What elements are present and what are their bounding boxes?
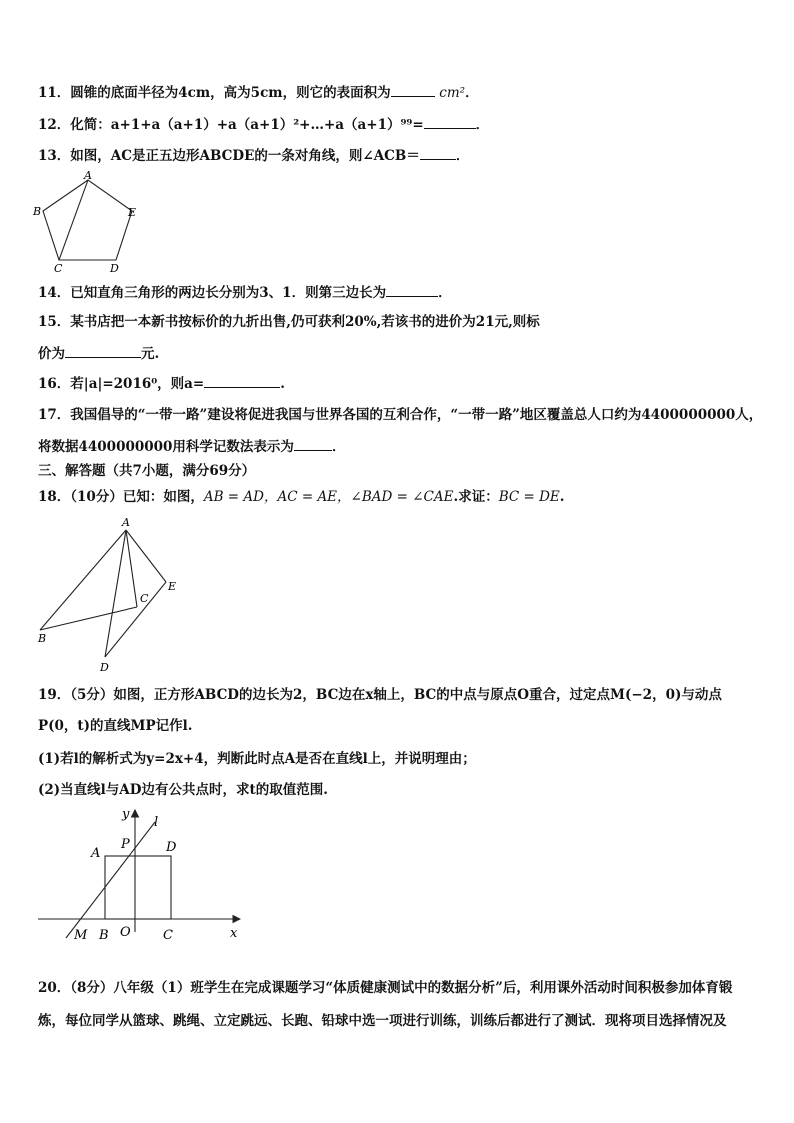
- label-d: D: [166, 840, 177, 855]
- q15-start: 价为: [38, 346, 65, 362]
- label-e: E: [168, 580, 177, 593]
- q16-text: 16．若|a|=2016⁰，则a=: [38, 376, 205, 392]
- label-b: B: [99, 928, 109, 943]
- answer-blank: [386, 283, 438, 297]
- answer-blank: [294, 437, 332, 451]
- q12-text: 12．化简：a+1+a（a+1）+a（a+1）²+…+a（a+1）⁹⁹=: [38, 117, 424, 133]
- label-l: l: [154, 815, 159, 830]
- label-y: y: [122, 807, 130, 822]
- question-17-line2: [38, 437, 345, 456]
- q18-tail: .求证：: [453, 489, 499, 505]
- label-p: P: [121, 837, 130, 852]
- label-d: D: [110, 262, 119, 275]
- question-20-line2: 炼，每位同学从篮球、跳绳、立定跳远、长跑、铅球中选一项进行训练，训练后都进行了测试．现将项目选择情况及: [38, 1013, 727, 1029]
- section-heading: 三、解答题（共7小题，满分69分）: [38, 463, 256, 479]
- q18-condition: AB = AD，AC = AE，∠BAD = ∠CAE: [203, 489, 454, 505]
- label-a: A: [122, 516, 130, 529]
- q17-text: 将数据4400000000用科学记数法表示为: [38, 439, 294, 455]
- q18-end: .: [559, 489, 565, 505]
- pentagon-shape: [43, 180, 132, 260]
- question-17-line1: 17．我国倡导的“一带一路”建设将促进我国与世界各国的互利合作，“一带一路”地区覆盖总人口约为4400000000人，: [38, 407, 763, 423]
- answer-blank: [391, 83, 435, 97]
- diagonal-ac: [59, 180, 88, 260]
- answer-blank: [204, 374, 280, 388]
- label-o: O: [120, 925, 131, 940]
- label-e: E: [128, 206, 137, 219]
- q11-text: 11．圆锥的底面半径为4cm，高为5cm，则它的表面积为: [38, 85, 391, 101]
- label-a: A: [84, 169, 92, 182]
- coordinate-figure: [30, 800, 260, 950]
- q17-end: ．: [331, 439, 346, 455]
- label-b: B: [33, 205, 42, 218]
- label-c: C: [163, 928, 173, 943]
- q16-end: .: [280, 376, 285, 392]
- question-15-line1: 15．某书店把一本新书按标价的九折出售,仍可获利20%,若该书的进价为21元,则标: [38, 314, 540, 330]
- question-19-part1: (1)若l的解析式为y=2x+4，判断此时点A是否在直线l上，并说明理由；: [38, 751, 476, 767]
- question-13: [38, 146, 469, 165]
- question-11: [38, 83, 479, 102]
- q18-goal: BC = DE: [498, 489, 560, 505]
- answer-blank: [420, 146, 456, 160]
- answer-blank: [65, 344, 141, 358]
- label-m: M: [74, 928, 88, 943]
- q13-end: ．: [455, 148, 470, 164]
- q14-text: 14．已知直角三角形的两边长分别为3、1．则第三边长为: [38, 285, 387, 301]
- q12-end: ．: [475, 117, 490, 133]
- q18-lead: 18．（10分）已知：如图，: [38, 489, 204, 505]
- pentagon-figure: [30, 168, 150, 276]
- segment-ad: [105, 530, 126, 657]
- label-c: C: [54, 262, 63, 275]
- question-19-line2: P(0，t)的直线MP记作l.: [38, 718, 193, 734]
- question-18: [38, 488, 564, 506]
- label-a: A: [91, 846, 101, 861]
- question-19-line1: 19．（5分）如图，正方形ABCD的边长为2，BC边在x轴上，BC的中点与原点O重合，过定点M(−2，0)与动点: [38, 687, 722, 703]
- line-l: [66, 822, 155, 938]
- q13-text: 13．如图，AC是正五边形ABCDE的一条对角线，则∠ACB＝: [38, 148, 420, 164]
- label-c: C: [140, 592, 149, 605]
- segment-bc: [40, 607, 137, 630]
- q11-unit: cm²: [439, 85, 466, 101]
- square-abcd: [105, 856, 171, 919]
- question-12: [38, 115, 489, 134]
- label-x: x: [230, 926, 238, 941]
- question-14: [38, 283, 452, 302]
- question-20-line1: 20．（8分）八年级（1）班学生在完成课题学习“体质健康测试中的数据分析”后，利用课外活动时间积极参加体育锻: [38, 980, 733, 996]
- question-16: [38, 374, 285, 393]
- segment-ab: [40, 530, 126, 630]
- label-b: B: [38, 632, 47, 645]
- question-15-line2: [38, 344, 159, 363]
- triangle-figure: [30, 512, 190, 677]
- question-19-part2: (2)当直线l与AD边有公共点时，求t的取值范围.: [38, 782, 328, 798]
- label-d: D: [100, 661, 109, 674]
- answer-blank: [424, 115, 476, 129]
- q14-end: ．: [438, 285, 452, 301]
- q15-end: 元.: [141, 346, 160, 362]
- q11-end: ．: [465, 85, 479, 101]
